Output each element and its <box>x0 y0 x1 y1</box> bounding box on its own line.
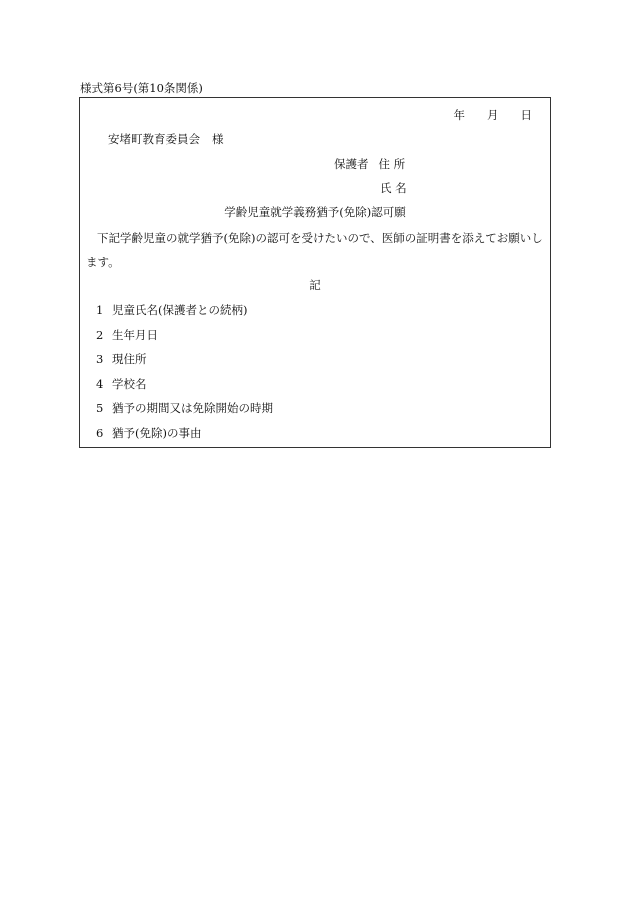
item-label: 猶予の期間又は免除開始の時期 <box>112 401 273 416</box>
form-number-label: 様式第6号(第10条関係) <box>80 81 203 95</box>
list-item <box>96 425 273 450</box>
guardian-label: 保護者 <box>334 157 369 171</box>
application-form-frame <box>79 97 551 448</box>
month-label: 月 <box>487 108 499 122</box>
year-label: 年 <box>453 108 465 122</box>
item-number: 5 <box>96 401 104 416</box>
list-item <box>96 376 273 401</box>
list-item <box>96 400 273 425</box>
item-number: 4 <box>96 376 104 391</box>
item-number: 3 <box>96 352 104 367</box>
item-list <box>96 302 273 450</box>
item-label: 生年月日 <box>112 327 158 342</box>
item-label: 猶予(免除)の事由 <box>112 425 202 440</box>
address-label: 住 所 <box>378 157 406 171</box>
guardian-address-row <box>334 156 405 172</box>
item-number: 6 <box>96 425 104 440</box>
guardian-name-row <box>380 180 407 196</box>
item-label: 児童氏名(保護者との続柄) <box>112 303 248 317</box>
ki-heading: 記 <box>309 278 321 292</box>
list-item <box>96 351 273 376</box>
day-label: 日 <box>520 108 532 122</box>
name-label: 氏 名 <box>380 181 407 195</box>
addressee-name: 安堵町教育委員会 <box>108 132 200 146</box>
list-item <box>96 327 273 352</box>
list-item <box>96 302 273 327</box>
addressee <box>108 131 224 147</box>
document-title: 学齢児童就学義務猶予(免除)認可願 <box>224 205 406 219</box>
addressee-honorific: 様 <box>212 132 224 146</box>
item-number: 2 <box>96 327 104 342</box>
item-number: 1 <box>96 303 104 317</box>
item-label: 学校名 <box>112 376 147 391</box>
date-row <box>454 107 533 123</box>
request-body-text: 下記学齢児童の就学猶予(免除)の認可を受けたいので、医師の証明書を添えてお願いします。 <box>86 231 543 269</box>
item-label: 現住所 <box>112 352 147 367</box>
